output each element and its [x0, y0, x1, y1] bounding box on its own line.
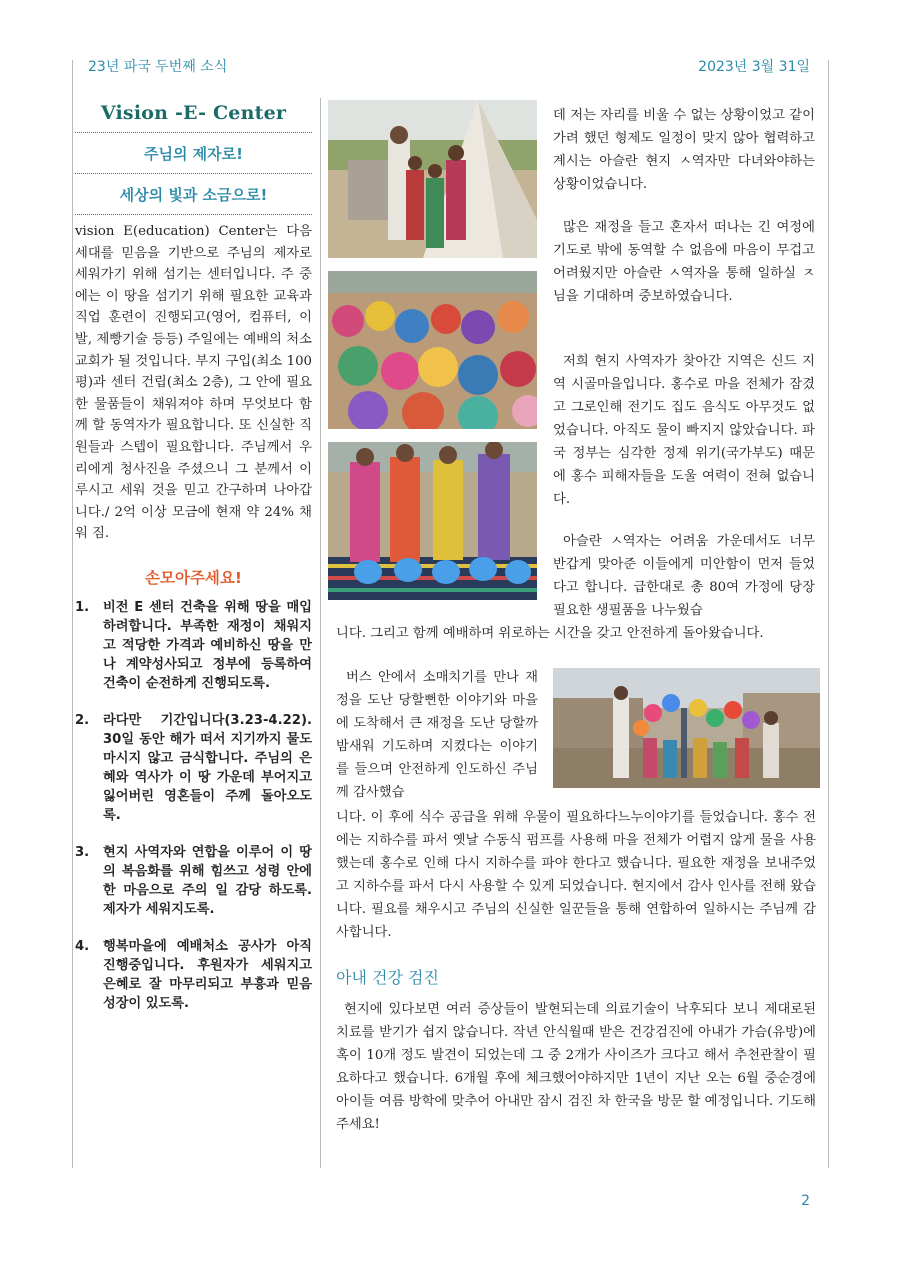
tagline-disciples: 주님의 제자로!: [143, 145, 243, 163]
section-title-health-check: 아내 건강 검진: [336, 968, 439, 987]
story-text: 현지에 있다보면 여러 증상들이 발현되는데 의료기술이 낙후되다 보니 제대로된 치료를 받기가 쉽지 않습니다. 작년 안식월때 받은 건강검진에 아내가 가슴(유방)에 혹이 10개 정도 발견이 되었는데 그 중 2개가 사이즈가 크다고 해서 추천관찰이 필요하다고 했습니다. 6개월 후에 체크했어야하지만 1년이 지난 오는 6월 중순경에 아이들 여름 방학에 맞추어 아내만 잠시 검진 차 한국을 방문 할 예정입니다. 기도해주세요!: [336, 1002, 816, 1132]
header-newsletter-title: 23년 파국 두번째 소식: [88, 59, 228, 75]
story-text: 아슬란 ㅅ역자는 어려움 가운데서도 너무 반갑게 맞아준 이들에게 미안함이 먼저 들었다고 합니다. 급한대로 총 80여 가정에 당장 필요한 생필품을 나누웠습: [553, 534, 815, 618]
sidebar: [75, 98, 312, 1031]
prayer-text: 행복마을에 예배처소 공사가 아직 진행중입니다. 후원자가 세워지고 은혜로 잘 마무리되고 부흥과 믿음 성장이 있도록.: [103, 938, 312, 1011]
story-paragraph-4-cont: [336, 622, 816, 645]
story-text: 니다. 이 후에 식수 공급을 위해 우물이 필요하다느누이야기를 들었습니다. 홍수 전에는 지하수를 파서 옛날 수동식 펌프를 사용해 마을 전체가 어렵지 않게 물을 사용했는데 홍수로 인해 다시 지하수를 파야 한다고 했습니다. 필요한 재정을 보내주었고 지하수를 파서 다시 사용할 수 있게 되었습니다. 현지에서 감사 인사를 전해 왔습니다. 필요를 채우시고 주님의 신실한 일꾼들을 통해 연합하여 일하시는 주님께 감사합니다.: [336, 810, 816, 940]
prayer-number: 1.: [75, 599, 90, 615]
left-margin-rule: [72, 60, 73, 1168]
prayer-text: 현지 사역자와 연합을 이루어 이 땅의 복음화를 위해 힘쓰고 성령 안에 한 마음으로 주의 일 감당 하도록. 제자가 세워지도록.: [103, 844, 312, 917]
photo-women-supplies: [328, 442, 537, 600]
page-number: 2: [801, 1193, 810, 1209]
story-text: 저희 현지 사역자가 찾아간 지역은 신드 지역 시골마을입니다. 홍수로 마을 전체가 잠겼고 그로인해 전기도 집도 음식도 아무것도 없었습니다. 아직도 물이 빠지지 않았습니다. 파국 정부는 심각한 정제 위기(국가부도) 때문에 홍수 피해자들을 도울 여력이 전혀 없습니다.: [553, 354, 815, 507]
photo-tent-family: [328, 100, 537, 258]
story-text: 데 저는 자리를 비울 수 없는 상황이었고 같이 가려 했던 형제도 일정이 맞지 않아 협력하고 계시는 아슬란 현지 ㅅ역자만 다녀와야하는 상황이었습니다.: [553, 108, 815, 192]
prayer-list: [75, 598, 312, 1013]
prayer-number: 2.: [75, 712, 90, 728]
prayer-number: 4.: [75, 938, 90, 954]
story-text: 많은 재정을 들고 혼자서 떠나는 긴 여정에 기도로 밖에 동역할 수 없음에 마음이 무겁고 어려웠지만 아슬란 ㅅ역자을 통해 일하실 ㅈ님을 기대하며 중보하였습니다.: [553, 220, 815, 304]
right-margin-rule: [828, 60, 829, 1168]
header-date: 2023년 3월 31일: [698, 59, 810, 75]
tagline-light-salt: 세상의 빛과 소금으로!: [119, 186, 268, 204]
story-text: 니다. 그리고 함께 예배하며 위로하는 시간을 갖고 안전하게 돌아왔습니다.: [336, 626, 764, 641]
prayer-request-title: 손모아주세요!: [145, 568, 242, 587]
story-paragraph-5-cont: [336, 806, 816, 944]
story-text: 버스 안에서 소매치기를 만나 재정을 도난 당할뻔한 이야기와 마을에 도착해서 큰 재정을 도난 당할까 밤새워 기도하며 지켰다는 이야기를 들으며 안전하게 인도하신 주님께 감사했습: [336, 670, 538, 800]
story-paragraph-3: [553, 350, 815, 511]
prayer-item: [75, 598, 312, 693]
photo-well-balloons: [553, 668, 820, 788]
prayer-text: 비전 E 센터 건축을 위해 땅을 매입하려합니다. 부족한 재정이 채워지고 적당한 가격과 예비하신 땅을 만나 계약성사되고 정부에 등록하여 건축이 순전하게 진행되도록.: [103, 599, 312, 691]
prayer-number: 3.: [75, 844, 90, 860]
column-divider: [320, 98, 321, 1168]
photo-village-gathering: [328, 271, 537, 429]
brand-title: Vision -E- Center: [100, 102, 287, 124]
story-paragraph-2: [553, 216, 815, 308]
story-paragraph-4: [553, 530, 815, 622]
prayer-item: [75, 711, 312, 825]
dotted-divider: [75, 214, 312, 215]
story-paragraph-1: [553, 104, 815, 196]
prayer-item: [75, 937, 312, 1013]
prayer-item: [75, 843, 312, 919]
story-paragraph-5: [336, 666, 538, 804]
health-paragraph: [336, 998, 816, 1136]
prayer-text: 라다만 기간입니다(3.23-4.22). 30일 동안 해가 떠서 지기까지 물도 마시지 않고 금식합니다. 주님의 은혜와 역사가 이 땅 가운데 부어지고 잃어버린 영혼들이 주께 돌아오도록.: [103, 712, 312, 823]
center-intro-text: vision E(education) Center는 다음 세대를 믿음을 기반으로 주님의 제자로 세워가기 위해 섬기는 센터입니다. 주 중에는 이 땅을 섬기기 위해 필요한 교육과 직업 훈련이 진행되고(영어, 컴퓨터, 이발, 제빵기술 등등) 주일에는 예배의 처소 교회가 될 것입니다. 부지 구입(최소 100평)과 센터 건립(최소 2층), 그 안에 필요한 물품들이 채워져야 하며 무엇보다 함께 할 동역자가 필요합니다. 또 신실한 직원들과 스텝이 필요합니다. 주님께서 우리에게 청사진을 주셨으니 그 분께서 이루시고 세워 것을 믿고 간구하며 나아갑니다./ 2억 이상 모금에 현재 약 24% 채워 짐.: [75, 224, 312, 542]
